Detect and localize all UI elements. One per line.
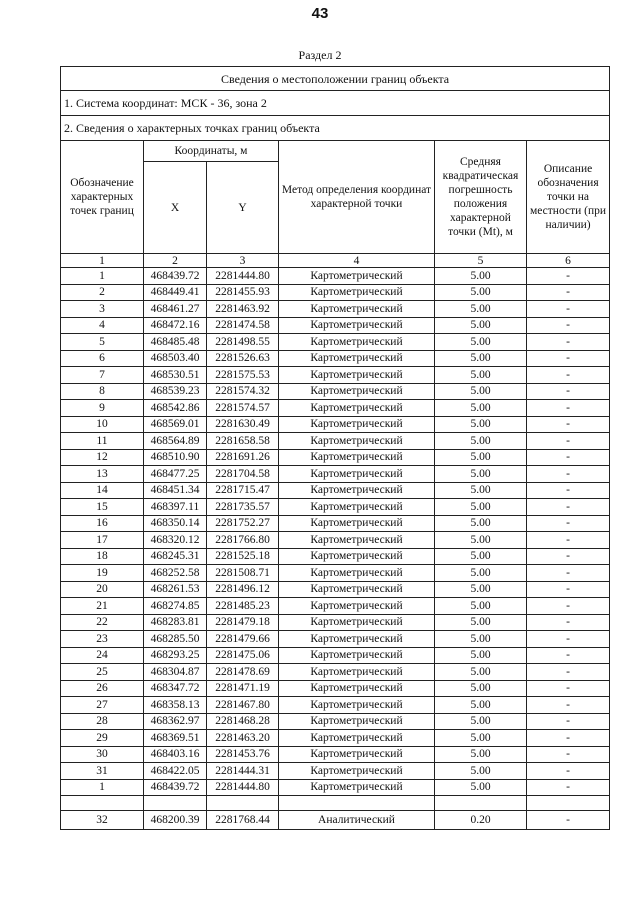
table-row [61,647,610,664]
y-cell: 2281526.63 [207,350,279,367]
method-cell: Картометрический [279,680,435,697]
column-number: 2 [144,254,207,268]
error-cell: 5.00 [435,284,527,301]
table-row [61,482,610,499]
x-cell: 468320.12 [144,532,207,549]
point-number-cell [61,796,144,811]
x-cell: 468362.97 [144,713,207,730]
error-cell: 5.00 [435,548,527,565]
point-number-cell: 24 [61,647,144,664]
x-cell: 468245.31 [144,548,207,565]
column-number: 6 [527,254,610,268]
x-cell: 468252.58 [144,565,207,582]
description-cell: - [527,334,610,351]
error-cell: 5.00 [435,598,527,615]
x-cell: 468358.13 [144,697,207,714]
table-title-row [61,67,610,91]
description-cell: - [527,631,610,648]
error-cell: 5.00 [435,466,527,483]
header-description: Описание обозначения точки на местности (при наличии) [527,141,610,254]
y-cell: 2281508.71 [207,565,279,582]
table-row [61,466,610,483]
x-cell: 468403.16 [144,746,207,763]
x-cell: 468347.72 [144,680,207,697]
y-cell: 2281468.28 [207,713,279,730]
x-cell: 468451.34 [144,482,207,499]
x-cell: 468261.53 [144,581,207,598]
method-cell: Картометрический [279,614,435,631]
y-cell: 2281630.49 [207,416,279,433]
point-number-cell: 18 [61,548,144,565]
table-row [61,664,610,681]
point-number-cell: 21 [61,598,144,615]
point-number-cell: 31 [61,763,144,780]
y-cell: 2281444.31 [207,763,279,780]
x-cell: 468422.05 [144,763,207,780]
error-cell: 5.00 [435,664,527,681]
column-number: 5 [435,254,527,268]
point-number-cell: 7 [61,367,144,384]
method-cell: Картометрический [279,697,435,714]
y-cell: 2281752.27 [207,515,279,532]
table-row [61,499,610,516]
y-cell [207,796,279,811]
description-cell: - [527,433,610,450]
x-cell: 468503.40 [144,350,207,367]
method-cell: Картометрический [279,466,435,483]
point-number-cell: 14 [61,482,144,499]
y-cell: 2281575.53 [207,367,279,384]
column-number-row [61,254,610,268]
error-cell: 5.00 [435,713,527,730]
x-cell [144,796,207,811]
header-method: Метод определения координат характерной точки [279,141,435,254]
point-number-cell: 11 [61,433,144,450]
point-number-cell: 19 [61,565,144,582]
method-cell: Картометрический [279,647,435,664]
point-number-cell: 4 [61,317,144,334]
description-cell: - [527,317,610,334]
y-cell: 2281479.18 [207,614,279,631]
coord-system-label: 1. Система координат: МСК - 36, зона 2 [61,91,610,116]
error-cell: 5.00 [435,416,527,433]
point-number-cell: 23 [61,631,144,648]
method-cell: Картометрический [279,350,435,367]
header-coordinates: Координаты, м [144,141,279,162]
y-cell: 2281475.06 [207,647,279,664]
table-body [61,67,610,830]
y-cell: 2281715.47 [207,482,279,499]
method-cell: Картометрический [279,482,435,499]
method-cell: Картометрический [279,433,435,450]
x-cell: 468350.14 [144,515,207,532]
method-cell: Картометрический [279,268,435,285]
description-cell: - [527,499,610,516]
y-cell: 2281691.26 [207,449,279,466]
x-cell: 468564.89 [144,433,207,450]
y-cell: 2281498.55 [207,334,279,351]
table-row [61,779,610,796]
description-cell: - [527,664,610,681]
point-number-cell: 26 [61,680,144,697]
description-cell: - [527,400,610,417]
description-cell: - [527,532,610,549]
point-number-cell: 2 [61,284,144,301]
header-designation: Обозначение характерных точек границ [61,141,144,254]
x-cell: 468530.51 [144,367,207,384]
method-cell: Картометрический [279,284,435,301]
method-cell: Картометрический [279,400,435,417]
point-number-cell: 1 [61,779,144,796]
points-heading-row [61,116,610,141]
method-cell: Картометрический [279,301,435,318]
point-number-cell: 15 [61,499,144,516]
method-cell: Картометрический [279,713,435,730]
x-cell: 468293.25 [144,647,207,664]
y-cell: 2281453.76 [207,746,279,763]
description-cell: - [527,268,610,285]
x-cell: 468439.72 [144,268,207,285]
description-cell: - [527,466,610,483]
method-cell: Картометрический [279,746,435,763]
table-row [61,532,610,549]
table-row [61,697,610,714]
y-cell: 2281463.92 [207,301,279,318]
header-error: Средняя квадратическая погрешность положения характерной точки (Mt), м [435,141,527,254]
description-cell: - [527,367,610,384]
description-cell: - [527,697,610,714]
error-cell: 5.00 [435,680,527,697]
method-cell: Картометрический [279,631,435,648]
point-number-cell: 20 [61,581,144,598]
y-cell: 2281455.93 [207,284,279,301]
page-number: 43 [311,5,329,22]
method-cell: Картометрический [279,779,435,796]
description-cell: - [527,647,610,664]
description-cell: - [527,350,610,367]
boundary-points-table [60,66,610,830]
x-cell: 468200.39 [144,811,207,830]
description-cell [527,796,610,811]
description-cell: - [527,284,610,301]
x-cell: 468485.48 [144,334,207,351]
description-cell: - [527,763,610,780]
method-cell: Картометрический [279,730,435,747]
point-number-cell: 5 [61,334,144,351]
description-cell: - [527,449,610,466]
point-number-cell: 8 [61,383,144,400]
y-cell: 2281478.69 [207,664,279,681]
table-row [61,763,610,780]
point-number-cell: 27 [61,697,144,714]
x-cell: 468510.90 [144,449,207,466]
description-cell: - [527,515,610,532]
y-cell: 2281471.19 [207,680,279,697]
x-cell: 468472.16 [144,317,207,334]
description-cell: - [527,565,610,582]
error-cell [435,796,527,811]
description-cell: - [527,548,610,565]
empty-row [61,796,610,811]
description-cell: - [527,779,610,796]
table-row [61,631,610,648]
x-cell: 468397.11 [144,499,207,516]
table-row [61,449,610,466]
table-row [61,515,610,532]
x-cell: 468477.25 [144,466,207,483]
points-heading-label: 2. Сведения о характерных точках границ объекта [61,116,610,141]
error-cell: 5.00 [435,697,527,714]
y-cell: 2281496.12 [207,581,279,598]
table-row [61,680,610,697]
x-cell: 468539.23 [144,383,207,400]
table-row [61,350,610,367]
table-row [61,367,610,384]
x-cell: 468449.41 [144,284,207,301]
point-number-cell: 13 [61,466,144,483]
description-cell: - [527,598,610,615]
header-y: Y [207,162,279,254]
method-cell: Картометрический [279,449,435,466]
description-cell: - [527,581,610,598]
y-cell: 2281766.80 [207,532,279,549]
y-cell: 2281485.23 [207,598,279,615]
section-title: Раздел 2 [298,48,342,62]
column-number: 3 [207,254,279,268]
point-number-cell: 6 [61,350,144,367]
method-cell: Картометрический [279,565,435,582]
description-cell: - [527,416,610,433]
point-number-cell: 12 [61,449,144,466]
error-cell: 5.00 [435,515,527,532]
point-number-cell: 1 [61,268,144,285]
y-cell: 2281525.18 [207,548,279,565]
table-row [61,746,610,763]
x-cell: 468283.81 [144,614,207,631]
x-cell: 468285.50 [144,631,207,648]
table-row [61,548,610,565]
point-number-cell: 29 [61,730,144,747]
x-cell: 468304.87 [144,664,207,681]
error-cell: 5.00 [435,565,527,582]
point-number-cell: 3 [61,301,144,318]
y-cell: 2281574.32 [207,383,279,400]
table-row [61,614,610,631]
y-cell: 2281479.66 [207,631,279,648]
table-row [61,581,610,598]
point-number-cell: 28 [61,713,144,730]
coord-system-row [61,91,610,116]
description-cell: - [527,746,610,763]
method-cell: Картометрический [279,581,435,598]
header-row-1 [61,141,610,162]
table-row [61,433,610,450]
error-cell: 5.00 [435,301,527,318]
error-cell: 5.00 [435,482,527,499]
error-cell: 5.00 [435,400,527,417]
x-cell: 468461.27 [144,301,207,318]
method-cell: Картометрический [279,499,435,516]
error-cell: 5.00 [435,350,527,367]
table-row [61,334,610,351]
table-row [61,713,610,730]
description-cell: - [527,680,610,697]
description-cell: - [527,811,610,830]
table-row [61,730,610,747]
y-cell: 2281574.57 [207,400,279,417]
point-number-cell: 17 [61,532,144,549]
method-cell [279,796,435,811]
table-row [61,598,610,615]
method-cell: Картометрический [279,515,435,532]
method-cell: Картометрический [279,664,435,681]
column-number: 4 [279,254,435,268]
error-cell: 5.00 [435,779,527,796]
table-row [61,268,610,285]
point-number-cell: 32 [61,811,144,830]
point-number-cell: 22 [61,614,144,631]
point-number-cell: 10 [61,416,144,433]
y-cell: 2281463.20 [207,730,279,747]
point-number-cell: 30 [61,746,144,763]
table-row [61,400,610,417]
error-cell: 5.00 [435,763,527,780]
error-cell: 5.00 [435,614,527,631]
error-cell: 5.00 [435,433,527,450]
point-number-cell: 9 [61,400,144,417]
column-number: 1 [61,254,144,268]
method-cell: Картометрический [279,598,435,615]
description-cell: - [527,614,610,631]
y-cell: 2281444.80 [207,779,279,796]
method-cell: Картометрический [279,532,435,549]
method-cell: Картометрический [279,317,435,334]
y-cell: 2281658.58 [207,433,279,450]
point-number-cell: 16 [61,515,144,532]
header-x: X [144,162,207,254]
method-cell: Картометрический [279,416,435,433]
error-cell: 5.00 [435,268,527,285]
method-cell: Картометрический [279,367,435,384]
error-cell: 5.00 [435,383,527,400]
method-cell: Аналитический [279,811,435,830]
error-cell: 5.00 [435,730,527,747]
table-row [61,317,610,334]
error-cell: 5.00 [435,631,527,648]
description-cell: - [527,713,610,730]
table-row [61,284,610,301]
x-cell: 468439.72 [144,779,207,796]
y-cell: 2281768.44 [207,811,279,830]
error-cell: 5.00 [435,334,527,351]
table-row [61,416,610,433]
y-cell: 2281704.58 [207,466,279,483]
y-cell: 2281474.58 [207,317,279,334]
y-cell: 2281467.80 [207,697,279,714]
table-row [61,565,610,582]
y-cell: 2281735.57 [207,499,279,516]
x-cell: 468369.51 [144,730,207,747]
table-title: Сведения о местоположении границ объекта [61,67,610,91]
error-cell: 5.00 [435,317,527,334]
description-cell: - [527,383,610,400]
y-cell: 2281444.80 [207,268,279,285]
error-cell: 5.00 [435,449,527,466]
method-cell: Картометрический [279,763,435,780]
error-cell: 5.00 [435,532,527,549]
point-number-cell: 25 [61,664,144,681]
error-cell: 5.00 [435,647,527,664]
x-cell: 468542.86 [144,400,207,417]
x-cell: 468274.85 [144,598,207,615]
method-cell: Картометрический [279,383,435,400]
description-cell: - [527,482,610,499]
error-cell: 5.00 [435,367,527,384]
table-row [61,383,610,400]
table-row [61,811,610,830]
method-cell: Картометрический [279,334,435,351]
error-cell: 5.00 [435,499,527,516]
error-cell: 5.00 [435,746,527,763]
description-cell: - [527,301,610,318]
table-row [61,301,610,318]
error-cell: 0.20 [435,811,527,830]
error-cell: 5.00 [435,581,527,598]
x-cell: 468569.01 [144,416,207,433]
method-cell: Картометрический [279,548,435,565]
description-cell: - [527,730,610,747]
